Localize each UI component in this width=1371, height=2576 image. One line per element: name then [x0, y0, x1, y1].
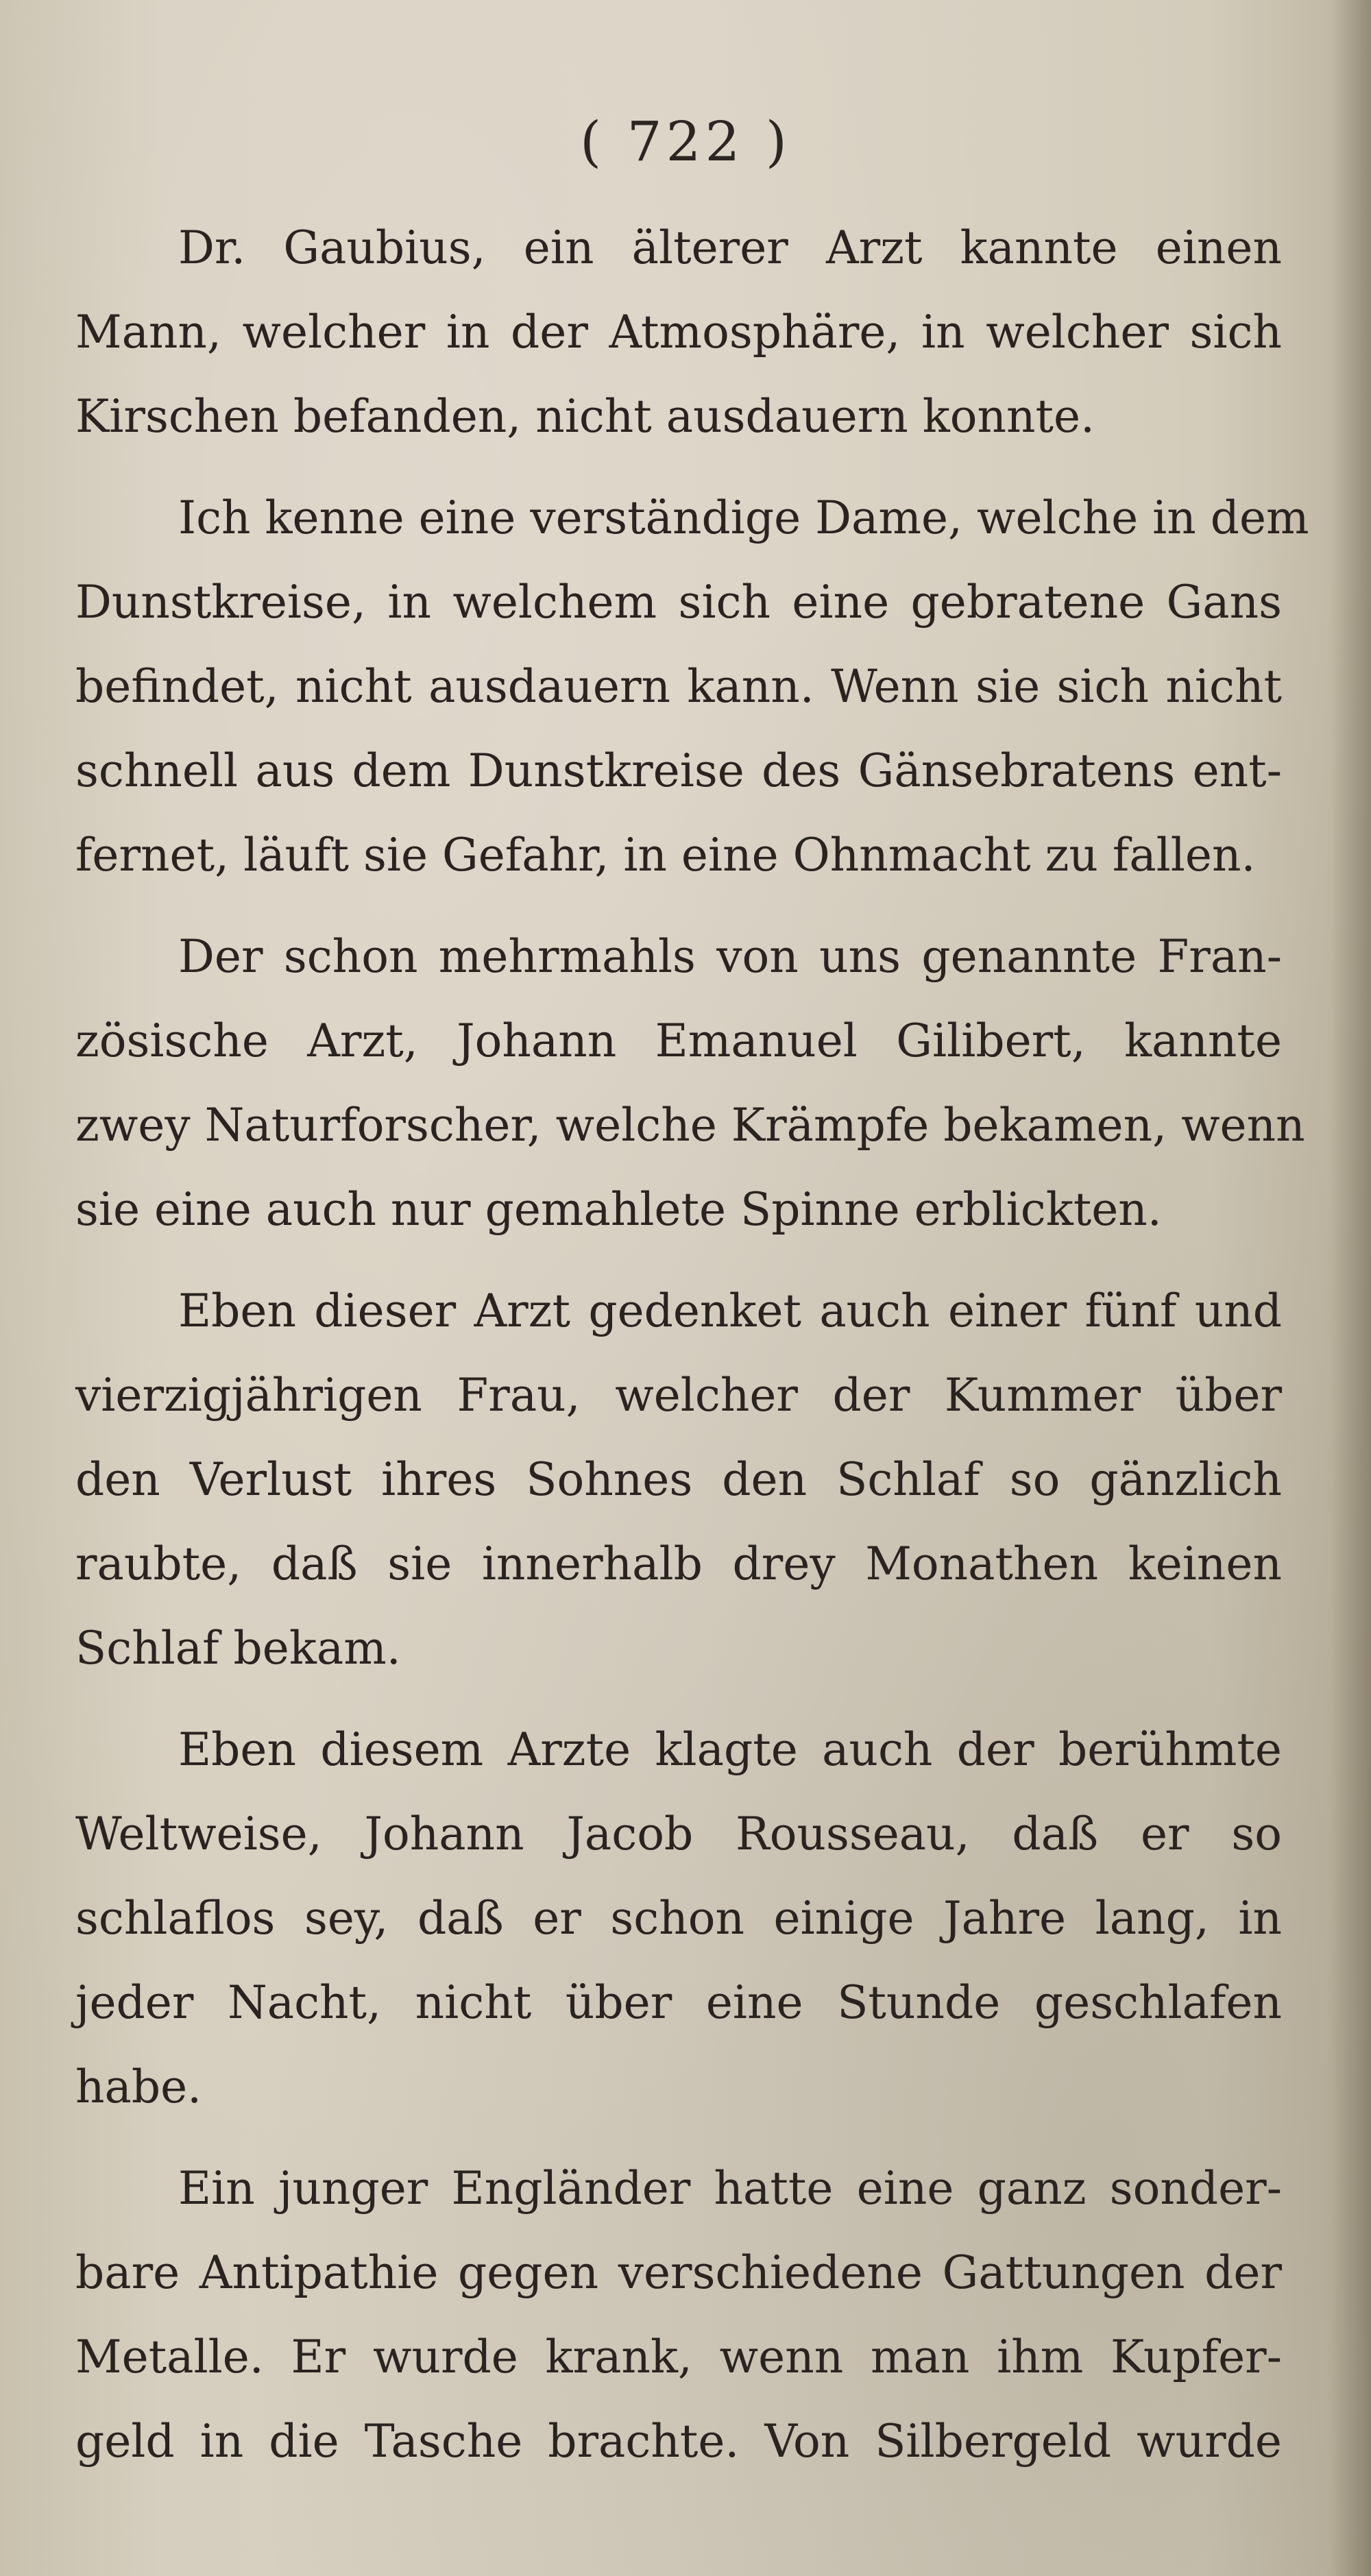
- paragraph: [75, 2146, 1282, 2483]
- text-line: Ein junger Engländer hatte eine ganz sonder-: [178, 2162, 1282, 2215]
- text-line: Ich kenne eine verständige Dame, welche in dem: [178, 491, 1309, 544]
- text-line: Mann, welcher in der Atmosphäre, in welcher sich: [75, 306, 1282, 359]
- text-line: fernet, läuft sie Gefahr, in eine Ohnmacht zu fallen.: [75, 829, 1256, 882]
- text-line: vierzigjährigen Frau, welcher der Kummer über: [75, 1369, 1282, 1422]
- page-number: ( 722 ): [580, 110, 791, 173]
- paragraph: [75, 1708, 1282, 2129]
- text-line: Schlaf bekam.: [75, 1622, 401, 1675]
- paragraph: [75, 206, 1282, 459]
- text-line: habe.: [75, 2061, 202, 2113]
- text-line: Metalle. Er wurde krank, wenn man ihm Kupfer-: [75, 2331, 1282, 2383]
- text-line: sie eine auch nur gemahlete Spinne erblickten.: [75, 1183, 1162, 1236]
- text-line: geld in die Tasche brachte. Von Silbergeld wurde: [75, 2415, 1282, 2468]
- text-line: befindet, nicht ausdauern kann. Wenn sie sich nicht: [75, 660, 1282, 713]
- text-line: zwey Naturforscher, welche Krämpfe bekamen, wenn: [75, 1099, 1305, 1152]
- text-line: jeder Nacht, nicht über eine Stunde geschlafen: [75, 1976, 1282, 2029]
- text-line: zösische Arzt, Johann Emanuel Gilibert, kannte: [75, 1014, 1282, 1067]
- text-line: raubte, daß sie innerhalb drey Monathen keinen: [75, 1538, 1282, 1590]
- page-edge-shadow: [1330, 0, 1371, 2576]
- paragraph: [75, 914, 1305, 1252]
- text-line: schnell aus dem Dunstkreise des Gänsebratens ent-: [75, 744, 1282, 797]
- text-line: Dr. Gaubius, ein älterer Arzt kannte einen: [178, 221, 1282, 274]
- text-line: Eben dieser Arzt gedenket auch einer fünf und: [178, 1285, 1282, 1337]
- text-line: Kirschen befanden, nicht ausdauern konnte.: [75, 390, 1095, 443]
- text-line: Eben diesem Arzte klagte auch der berühmte: [178, 1723, 1282, 1776]
- text-line: Dunstkreise, in welchem sich eine gebratene Gans: [75, 576, 1282, 629]
- paragraph: [75, 476, 1309, 897]
- text-line: den Verlust ihres Sohnes den Schlaf so gänzlich: [75, 1453, 1282, 1506]
- text-line: Weltweise, Johann Jacob Rousseau, daß er so: [75, 1808, 1282, 1860]
- text-line: Der schon mehrmahls von uns genannte Fran-: [178, 930, 1282, 983]
- paragraph: [75, 1269, 1282, 1690]
- text-line: bare Antipathie gegen verschiedene Gattungen der: [75, 2246, 1282, 2299]
- body-text: [75, 206, 1309, 2483]
- text-line: schlaflos sey, daß er schon einige Jahre lang, in: [75, 1892, 1282, 1945]
